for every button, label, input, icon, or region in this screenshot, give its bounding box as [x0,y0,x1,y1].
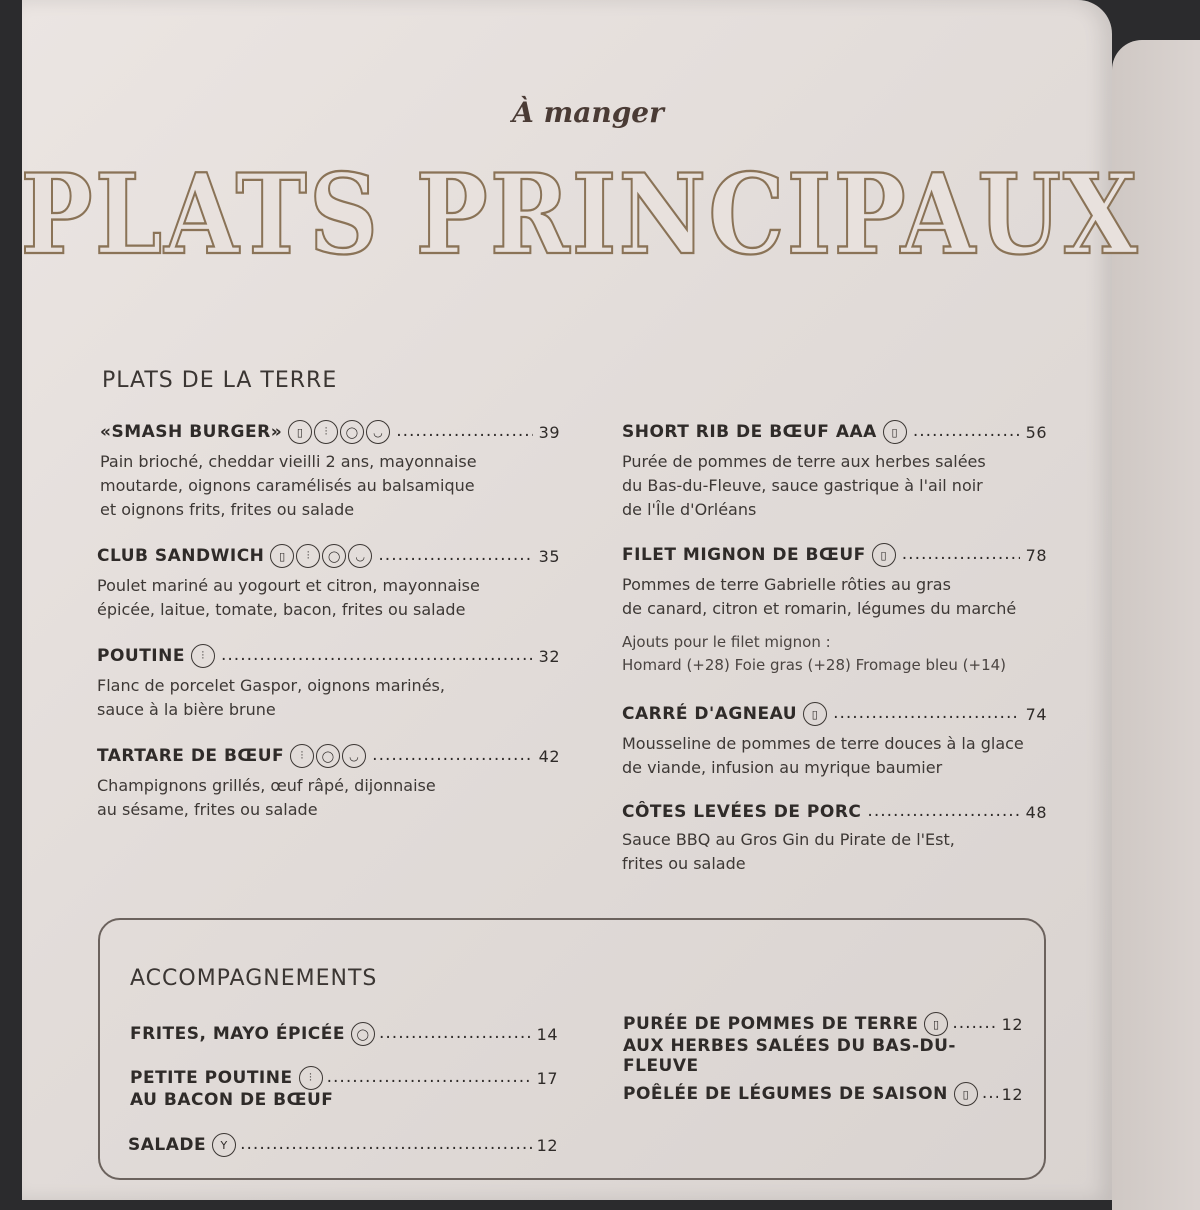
desc-line: frites ou salade [622,854,746,873]
allergen-icons [924,1012,948,1036]
gluten-icon: ⫶ [191,644,215,668]
item-name: SHORT RIB DE BŒUF AAA [622,422,877,442]
allergen-icons [191,644,215,668]
side-price: 12 [1001,1014,1023,1034]
dot-leader [913,423,1020,441]
menu-item-short-rib [622,420,1047,522]
vegan-icon: Y [212,1133,236,1157]
item-description [100,450,560,522]
menu-item-club-sandwich [97,544,560,622]
sides-title: ACCOMPAGNEMENTS [130,966,378,991]
lactose-icon: ▯ [803,702,827,726]
desc-line: Mousseline de pommes de terre douces à la glace [622,734,1024,753]
dot-leader [982,1085,998,1103]
desc-line: et oignons frits, frites ou salade [100,500,355,519]
item-description [97,674,560,722]
egg-icon: ◯ [322,544,346,568]
allergen-icons [872,543,896,567]
allergen-icons [351,1022,375,1046]
lactose-icon: ▯ [288,420,312,444]
menu-item-cotes-levees [622,802,1047,876]
item-description [97,574,560,622]
dot-leader [378,547,532,565]
dot-leader [867,803,1019,821]
side-item-frites [130,1022,558,1046]
side-name: PURÉE DE POMMES DE TERRE [623,1014,919,1034]
desc-line: Sauce BBQ au Gros Gin du Pirate de l'Est, [622,830,955,849]
item-description [97,774,560,822]
dot-leader [327,1069,533,1087]
side-price: 14 [536,1024,558,1044]
item-price: 56 [1025,422,1047,442]
menu-item-smash-burger [100,420,560,522]
side-price: 12 [1001,1084,1023,1104]
page-title: PLATS PRINCIPAUX [20,149,1140,280]
item-name: CLUB SANDWICH [97,546,265,566]
side-name-line2: AUX HERBES SALÉES DU BAS-DU-FLEUVE [623,1036,956,1076]
lactose-icon: ▯ [270,544,294,568]
mustard-icon: ◡ [348,544,372,568]
item-description [622,732,1047,780]
desc-line: Purée de pommes de terre aux herbes salées [622,452,986,471]
lactose-icon: ▯ [954,1082,978,1106]
menu-item-tartare [97,744,560,822]
dot-leader [221,647,533,665]
item-price: 35 [538,546,560,566]
item-price: 39 [538,422,560,442]
dot-leader [833,705,1020,723]
desc-line: de canard, citron et romarin, légumes du marché [622,599,1017,618]
desc-line: du Bas-du-Fleuve, sauce gastrique à l'ail noir [622,476,983,495]
desc-line: épicée, laitue, tomate, bacon, frites ou salade [97,600,466,619]
allergen-icons [288,420,390,444]
lactose-icon: ▯ [872,543,896,567]
desc-line: de l'Île d'Orléans [622,500,757,519]
desc-line: Flanc de porcelet Gaspor, oignons marinés, [97,676,445,695]
side-price: 12 [536,1135,558,1155]
item-price: 32 [538,646,560,666]
side-item-salade [128,1133,558,1157]
side-name: FRITES, MAYO ÉPICÉE [130,1024,345,1044]
desc-line: Poulet mariné au yogourt et citron, mayonnaise [97,576,480,595]
lactose-icon: ▯ [924,1012,948,1036]
item-price: 74 [1025,704,1047,724]
dot-leader [396,423,532,441]
desc-line: Champignons grillés, œuf râpé, dijonnaise [97,776,436,795]
allergen-icons [212,1133,236,1157]
side-name: POÊLÉE DE LÉGUMES DE SAISON [623,1084,948,1104]
mustard-icon: ◡ [366,420,390,444]
lactose-icon: ▯ [883,420,907,444]
desc-line: Pain brioché, cheddar vieilli 2 ans, mayonnaise [100,452,477,471]
dot-leader [379,1025,533,1043]
item-name: «SMASH BURGER» [100,422,283,442]
side-name: SALADE [128,1135,207,1155]
allergen-icons [954,1082,978,1106]
desc-line: sauce à la bière brune [97,700,276,719]
section-kicker: À manger [512,96,664,129]
desc-line: de viande, infusion au myrique baumier [622,758,943,777]
menu-item-carre-agneau [622,702,1047,780]
gluten-icon: ⫶ [299,1066,323,1090]
item-description [622,573,1047,621]
addons-list: Homard (+28) Foie gras (+28) Fromage bleu (+14) [622,656,1007,674]
desc-line: Pommes de terre Gabrielle rôties au gras [622,575,951,594]
section-title: PLATS DE LA TERRE [102,368,338,393]
mustard-icon: ◡ [342,744,366,768]
side-item-poelee [623,1082,1023,1106]
egg-icon: ◯ [316,744,340,768]
desc-line: moutarde, oignons caramélisés au balsamique [100,476,475,495]
egg-icon: ◯ [351,1022,375,1046]
allergen-icons [290,744,366,768]
desc-line: au sésame, frites ou salade [97,800,318,819]
item-name: CÔTES LEVÉES DE PORC [622,802,862,822]
item-price: 42 [538,746,560,766]
egg-icon: ◯ [340,420,364,444]
item-description [622,450,1047,522]
menu-item-filet-mignon [622,543,1047,677]
allergen-icons [803,702,827,726]
side-item-puree [623,1012,1023,1076]
dot-leader [952,1015,997,1033]
gluten-icon: ⫶ [296,544,320,568]
menu-item-poutine [97,644,560,722]
item-description [622,828,1047,876]
dot-leader [372,747,532,765]
allergen-icons [270,544,372,568]
side-name: PETITE POUTINE [130,1068,293,1088]
side-name-line2: AU BACON DE BŒUF [130,1090,334,1110]
item-name: POUTINE [97,646,185,666]
allergen-icons [299,1066,323,1090]
side-item-petite-poutine [130,1066,558,1110]
addons-title: Ajouts pour le filet mignon : [622,633,831,651]
item-name: CARRÉ D'AGNEAU [622,704,798,724]
item-name: FILET MIGNON DE BŒUF [622,545,866,565]
item-price: 78 [1025,545,1047,565]
item-name: TARTARE DE BŒUF [97,746,285,766]
item-price: 48 [1025,802,1047,822]
side-price: 17 [536,1068,558,1088]
filet-addons [622,631,1047,677]
dot-leader [902,546,1020,564]
dot-leader [240,1136,533,1154]
gluten-icon: ⫶ [290,744,314,768]
gluten-icon: ⫶ [314,420,338,444]
allergen-icons [883,420,907,444]
